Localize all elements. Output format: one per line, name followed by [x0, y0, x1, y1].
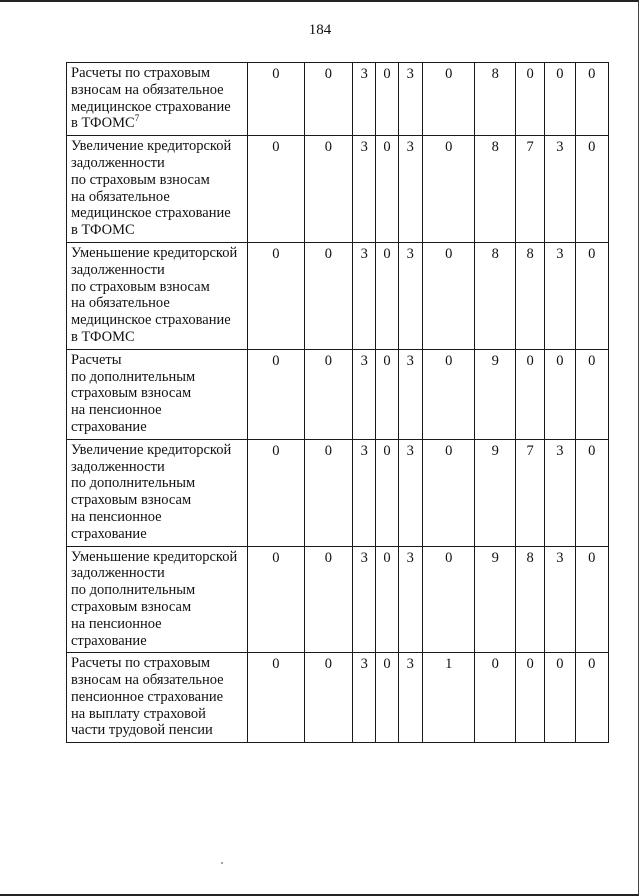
account-label-text: страхование [71, 525, 147, 542]
code-digit-cell: 0 [304, 439, 353, 546]
code-digit-cell: 3 [353, 653, 376, 743]
code-digit-cell: 0 [248, 439, 305, 546]
account-label-text: медицинское страхование [71, 205, 231, 222]
account-label-text: Расчеты по страховым [71, 655, 211, 672]
account-label-text: взносам на обязательное [71, 81, 224, 98]
code-digit-cell: 9 [475, 546, 515, 653]
code-digit-cell: 3 [398, 242, 422, 349]
page-number: 184 [308, 22, 332, 38]
code-digit-cell: 7 [515, 439, 544, 546]
code-digit-cell: 0 [422, 63, 475, 136]
account-label-line [71, 492, 245, 509]
account-label-line [71, 369, 245, 386]
code-digit-cell: 0 [304, 349, 353, 439]
code-digit-cell: 0 [248, 136, 305, 243]
account-label-text: страховым взносам [71, 598, 192, 615]
account-label-line [71, 689, 245, 706]
code-digit-cell: 0 [376, 439, 398, 546]
code-digit-cell: 3 [545, 546, 575, 653]
table-row [67, 63, 609, 136]
code-digit-cell: 3 [353, 136, 376, 243]
account-label-line [71, 565, 245, 582]
account-label-line [71, 99, 245, 116]
account-label-text: медицинское страхование [71, 312, 231, 329]
table-row [67, 653, 609, 743]
account-label-text: страхование [71, 632, 147, 649]
code-digit-cell: 0 [575, 242, 608, 349]
account-label-text: задолженности [71, 458, 165, 475]
account-label-line [71, 526, 245, 543]
scan-speck [221, 862, 223, 864]
account-label-line [71, 189, 245, 206]
code-digit-cell: 3 [353, 63, 376, 136]
account-label-text: пенсионное страхование [71, 688, 224, 705]
account-label-line [71, 442, 245, 459]
code-digit-cell: 0 [376, 349, 398, 439]
code-digit-cell: 0 [248, 242, 305, 349]
account-label-line [71, 616, 245, 633]
code-digit-cell: 3 [353, 439, 376, 546]
account-label-line [71, 672, 245, 689]
code-digit-cell: 7 [515, 136, 544, 243]
code-digit-cell: 0 [376, 136, 398, 243]
accounts-table [66, 62, 609, 743]
code-digit-cell: 0 [475, 653, 515, 743]
code-digit-cell: 0 [422, 439, 475, 546]
code-digit-cell: 0 [575, 349, 608, 439]
account-label-text: Увеличение кредиторской [71, 138, 232, 155]
account-label-line [71, 402, 245, 419]
code-digit-cell: 9 [475, 349, 515, 439]
account-label-line [71, 419, 245, 436]
account-label-line [71, 655, 245, 672]
code-digit-cell: 8 [515, 242, 544, 349]
code-digit-cell: 0 [545, 63, 575, 136]
account-label-text: страховым взносам [71, 385, 192, 402]
code-digit-cell: 0 [422, 546, 475, 653]
account-label-text: по страховым взносам [71, 278, 210, 295]
accounts-table-body [67, 63, 609, 743]
account-label-line [71, 312, 245, 329]
table-row [67, 349, 609, 439]
code-digit-cell: 3 [398, 439, 422, 546]
code-digit-cell: 0 [515, 63, 544, 136]
account-label-text: на пенсионное [71, 402, 162, 419]
account-label-line [71, 65, 245, 82]
account-label-line [71, 155, 245, 172]
code-digit-cell: 0 [376, 653, 398, 743]
account-label-text: по дополнительным [71, 582, 196, 599]
code-digit-cell: 0 [376, 546, 398, 653]
account-label-line [71, 82, 245, 99]
code-digit-cell: 3 [398, 63, 422, 136]
table-row [67, 439, 609, 546]
code-digit-cell: 0 [545, 653, 575, 743]
code-digit-cell: 0 [515, 349, 544, 439]
code-digit-cell: 0 [575, 439, 608, 546]
account-label-line [71, 599, 245, 616]
table-row [67, 242, 609, 349]
account-label-line [71, 549, 245, 566]
account-label-line [71, 279, 245, 296]
account-label-cell [67, 242, 248, 349]
code-digit-cell: 3 [398, 546, 422, 653]
account-label-line [71, 475, 245, 492]
account-label-cell [67, 546, 248, 653]
code-digit-cell: 3 [398, 136, 422, 243]
table-row [67, 546, 609, 653]
account-label-line [71, 706, 245, 723]
code-digit-cell: 3 [353, 546, 376, 653]
account-label-text: взносам на обязательное [71, 672, 224, 689]
code-digit-cell: 8 [475, 136, 515, 243]
account-label-text: задолженности [71, 565, 165, 582]
code-digit-cell: 0 [545, 349, 575, 439]
account-label-text: на обязательное [71, 295, 170, 312]
account-label-text: Расчеты [71, 351, 122, 368]
code-digit-cell: 0 [376, 63, 398, 136]
code-digit-cell: 0 [575, 546, 608, 653]
code-digit-cell: 3 [353, 349, 376, 439]
account-label-text: на выплату страховой [71, 705, 206, 722]
account-label-text: на обязательное [71, 188, 170, 205]
code-digit-cell: 3 [545, 439, 575, 546]
account-label-text: в ТФОМС [71, 115, 135, 132]
account-label-line [71, 172, 245, 189]
account-label-line [71, 245, 245, 262]
account-label-line [71, 633, 245, 650]
code-digit-cell: 1 [422, 653, 475, 743]
account-label-text: Уменьшение кредиторской [71, 244, 238, 261]
code-digit-cell: 0 [248, 63, 305, 136]
code-digit-cell: 0 [575, 136, 608, 243]
account-label-text: в ТФОМС [71, 222, 135, 239]
footnote-marker: 7 [134, 113, 140, 124]
account-label-line [71, 222, 245, 239]
account-label-line [71, 138, 245, 155]
code-digit-cell: 0 [248, 546, 305, 653]
code-digit-cell: 8 [475, 242, 515, 349]
account-label-line [71, 459, 245, 476]
code-digit-cell: 9 [475, 439, 515, 546]
code-digit-cell: 0 [575, 63, 608, 136]
account-label-line [71, 722, 245, 739]
table-row [67, 136, 609, 243]
account-label-line [71, 205, 245, 222]
account-label-line [71, 582, 245, 599]
code-digit-cell: 0 [422, 242, 475, 349]
account-label-cell [67, 653, 248, 743]
account-label-text: Расчеты по страховым [71, 65, 211, 81]
account-label-text: по дополнительным [71, 368, 196, 385]
code-digit-cell: 0 [304, 63, 353, 136]
code-digit-cell: 3 [545, 136, 575, 243]
code-digit-cell: 0 [376, 242, 398, 349]
account-label-cell [67, 63, 248, 136]
code-digit-cell: 8 [475, 63, 515, 136]
account-label-line [71, 115, 245, 132]
account-label-text: страхование [71, 418, 147, 435]
account-label-text: в ТФОМС [71, 328, 135, 345]
account-label-line [71, 329, 245, 346]
code-digit-cell: 3 [353, 242, 376, 349]
account-label-line [71, 509, 245, 526]
account-label-text: по дополнительным [71, 475, 196, 492]
account-label-line [71, 262, 245, 279]
code-digit-cell: 0 [304, 136, 353, 243]
account-label-text: на пенсионное [71, 508, 162, 525]
account-label-cell [67, 439, 248, 546]
code-digit-cell: 3 [398, 349, 422, 439]
account-label-cell [67, 136, 248, 243]
code-digit-cell: 0 [304, 242, 353, 349]
code-digit-cell: 0 [422, 136, 475, 243]
code-digit-cell: 3 [398, 653, 422, 743]
code-digit-cell: 0 [248, 653, 305, 743]
code-digit-cell: 0 [515, 653, 544, 743]
account-label-text: задолженности [71, 261, 165, 278]
account-label-text: медицинское страхование [71, 98, 231, 115]
account-label-text: Увеличение кредиторской [71, 441, 232, 458]
account-label-cell [67, 349, 248, 439]
account-label-text: на пенсионное [71, 615, 162, 632]
code-digit-cell: 3 [545, 242, 575, 349]
account-label-text: по страховым взносам [71, 171, 210, 188]
code-digit-cell: 0 [422, 349, 475, 439]
code-digit-cell: 0 [248, 349, 305, 439]
code-digit-cell: 8 [515, 546, 544, 653]
account-label-line [71, 385, 245, 402]
code-digit-cell: 0 [304, 653, 353, 743]
account-label-text: части трудовой пенсии [71, 722, 213, 739]
account-label-text: задолженности [71, 154, 165, 171]
code-digit-cell: 0 [304, 546, 353, 653]
code-digit-cell: 0 [575, 653, 608, 743]
account-label-line [71, 295, 245, 312]
account-label-text: страховым взносам [71, 492, 192, 509]
account-label-line [71, 352, 245, 369]
account-label-text: Уменьшение кредиторской [71, 548, 238, 565]
